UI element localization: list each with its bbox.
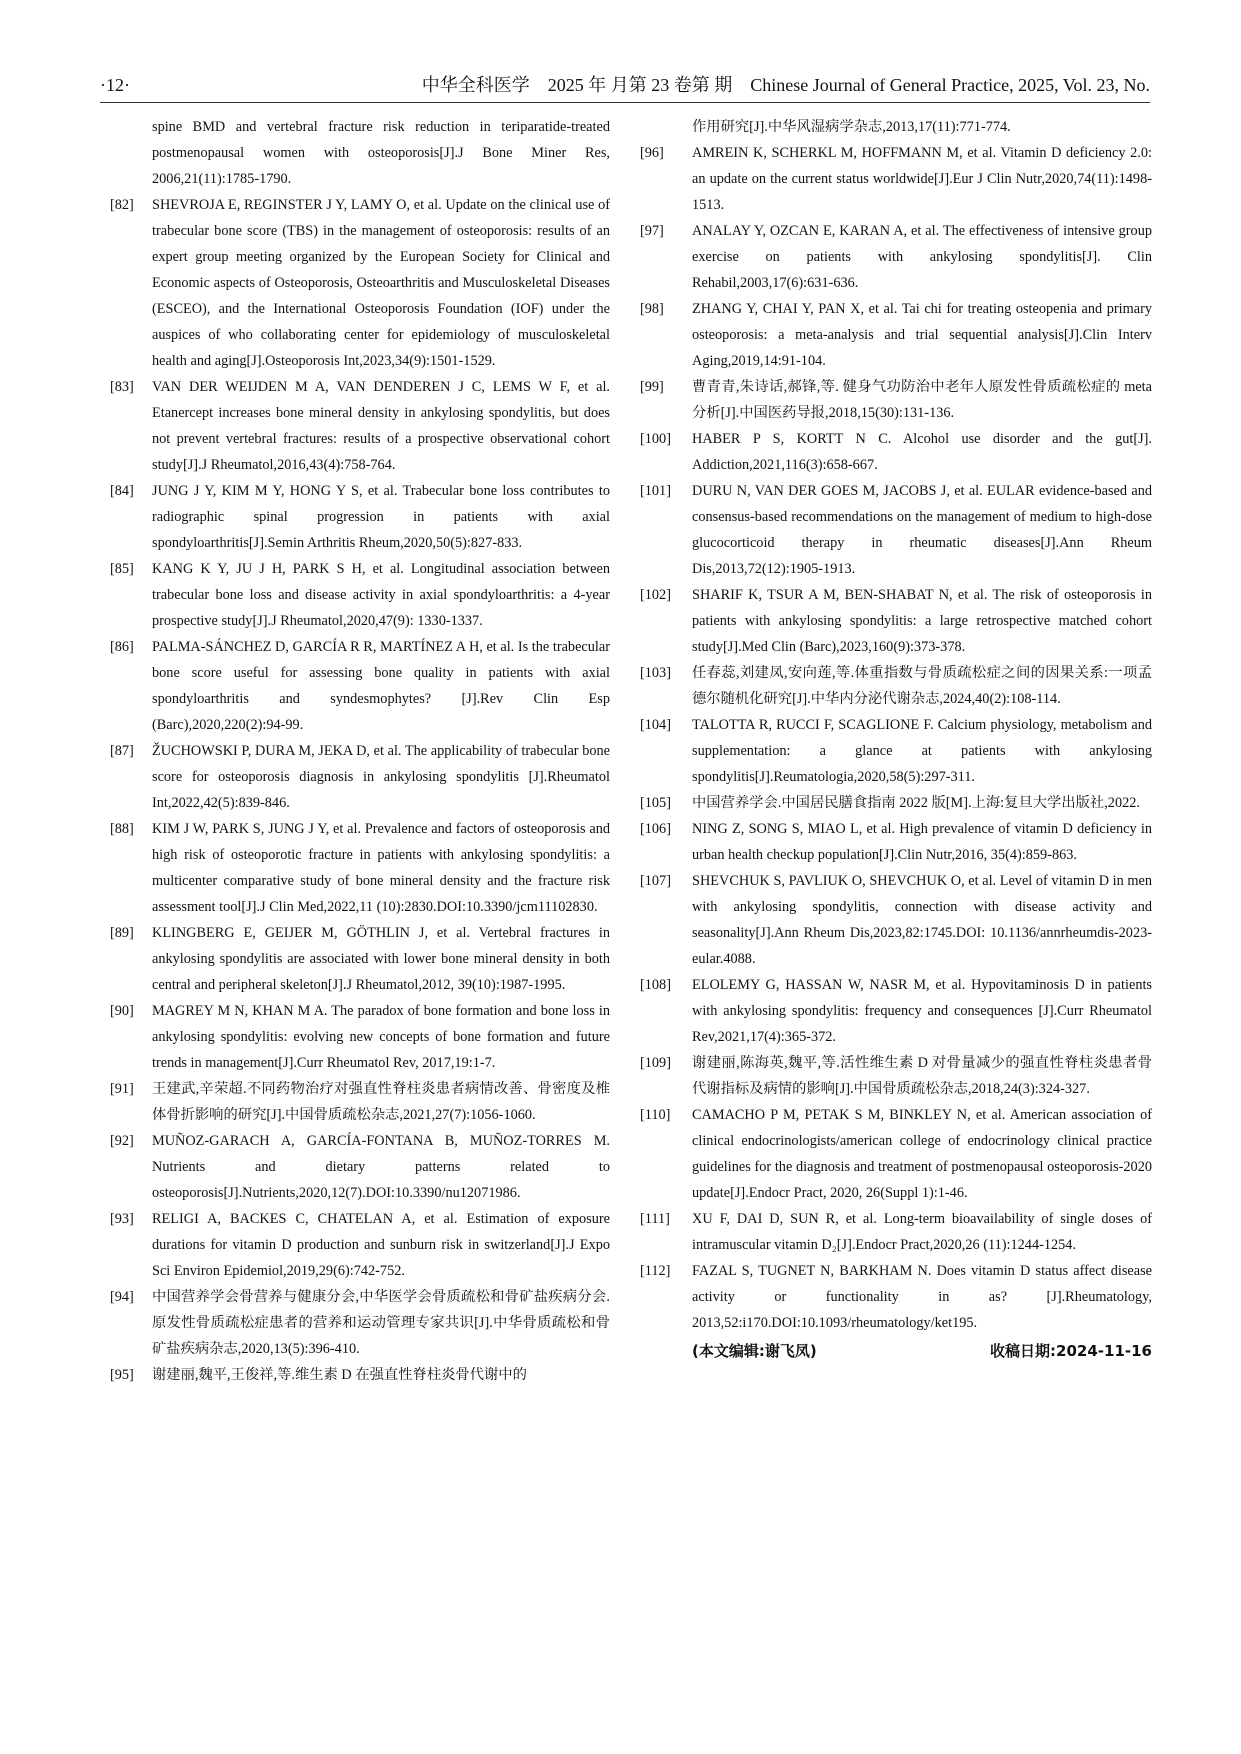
- reference-entry: [640, 868, 1152, 972]
- reference-text: 谢建丽,陈海英,魏平,等.活性维生素 D 对骨量减少的强直性脊柱炎患者骨代谢指标及病情的影响[J].中国骨质疏松杂志,2018,24(3):324-327.: [692, 1055, 1152, 1097]
- reference-number: [86]: [110, 639, 134, 655]
- reference-text: KANG K Y, JU J H, PARK S H, et al. Longitudinal association between trabecular bone loss and disease activity in axial spondyloarthritis: a 4-year prospective study[J].J Rheumatol,2020,47(9): 1330-1337.: [152, 561, 610, 629]
- reference-text: ELOLEMY G, HASSAN W, NASR M, et al. Hypovitaminosis D in patients with ankylosing spondylitis: frequency and consequences [J].Curr Rheumatol Rev,2021,17(4):365-372.: [692, 977, 1152, 1045]
- reference-text: 谢建丽,魏平,王俊祥,等.维生素 D 在强直性脊柱炎骨代谢中的: [152, 1367, 527, 1383]
- reference-entry: [110, 1076, 610, 1128]
- reference-entry: [110, 114, 610, 192]
- reference-text: 中国营养学会.中国居民膳食指南 2022 版[M].上海:复旦大学出版社,2022.: [692, 795, 1140, 811]
- reference-text: SHARIF K, TSUR A M, BEN-SHABAT N, et al. The risk of osteoporosis in patients with ankylosing spondylitis: a large retrospective matched cohort study[J].Med Clin (Barc),2023,160(9):373-378.: [692, 587, 1152, 655]
- reference-number: [92]: [110, 1133, 134, 1149]
- reference-number: [97]: [640, 223, 664, 239]
- journal-title: 中华全科医学 2025 年 月第 23 卷第 期 Chinese Journal of General Practice, 2025, Vol. 23, No.: [421, 75, 1150, 95]
- reference-entry: [640, 1258, 1152, 1336]
- reference-text: TALOTTA R, RUCCI F, SCAGLIONE F. Calcium physiology, metabolism and supplementation: a glance at patients with ankylosing spondylitis[J].Reumatologia,2020,58(5):297-311.: [692, 717, 1152, 785]
- reference-text: FAZAL S, TUGNET N, BARKHAM N. Does vitamin D status affect disease activity or functionality in as? [J].Rheumatology, 2013,52:i170.DOI:10.1093/rheumatology/ket195.: [692, 1263, 1152, 1331]
- reference-number: [87]: [110, 743, 134, 759]
- reference-text: VAN DER WEIJDEN M A, VAN DENDEREN J C, LEMS W F, et al. Etanercept increases bone mineral density in ankylosing spondylitis, but does not prevent vertebral fractures: results of a prospective observational cohort study[J].J Rheumatol,2016,43(4):758-764.: [152, 379, 610, 473]
- reference-text: ZHANG Y, CHAI Y, PAN X, et al. Tai chi for treating osteopenia and primary osteoporosis: a meta-analysis and trial sequential analysis[J].Clin Interv Aging,2019,14:91-104.: [692, 301, 1152, 369]
- reference-entry: [640, 582, 1152, 660]
- reference-entry: [110, 1206, 610, 1284]
- running-header: [100, 68, 1150, 103]
- reference-entry: [640, 816, 1152, 868]
- reference-text: ANALAY Y, OZCAN E, KARAN A, et al. The effectiveness of intensive group exercise on patients with ankylosing spondylitis[J]. Clin Rehabil,2003,17(6):631-636.: [692, 223, 1152, 291]
- reference-text: NING Z, SONG S, MIAO L, et al. High prevalence of vitamin D deficiency in urban health checkup population[J].Clin Nutr,2016, 35(4):859-863.: [692, 821, 1152, 863]
- reference-number: [109]: [640, 1055, 671, 1071]
- reference-number: [83]: [110, 379, 134, 395]
- reference-text: DURU N, VAN DER GOES M, JACOBS J, et al. EULAR evidence-based and consensus-based recommendations on the management of medium to high-dose glucocorticoid therapy in rheumatic diseases[J].Ann Rheum Dis,2013,72(12):1905-1913.: [692, 483, 1152, 577]
- reference-column-right: [640, 114, 1152, 1360]
- reference-column-left: [110, 114, 610, 1388]
- reference-number: [105]: [640, 795, 671, 811]
- reference-text: spine BMD and vertebral fracture risk reduction in teriparatide-treated postmenopausal women with osteoporosis[J].J Bone Miner Res, 2006,21(11):1785-1790.: [152, 119, 610, 187]
- reference-text: SHEVCHUK S, PAVLIUK O, SHEVCHUK O, et al. Level of vitamin D in men with ankylosing spondylitis, connection with disease activity and seasonality[J].Ann Rheum Dis,2023,82:1745.DOI: 10.1136/annrheumdis-2023-eular.4088.: [692, 873, 1152, 967]
- reference-number: [90]: [110, 1003, 134, 1019]
- reference-text: PALMA-SÁNCHEZ D, GARCÍA R R, MARTÍNEZ A H, et al. Is the trabecular bone score useful for assessing bone quality in patients with axial spondyloarthritis and syndesmophytes? [J].Rev Clin Esp (Barc),2020,220(2):94-99.: [152, 639, 610, 733]
- reference-entry: [640, 296, 1152, 374]
- reference-number: [108]: [640, 977, 671, 993]
- reference-entry: [640, 114, 1152, 140]
- reference-entry: [640, 218, 1152, 296]
- reference-entry: [110, 1284, 610, 1362]
- reference-text: AMREIN K, SCHERKL M, HOFFMANN M, et al. Vitamin D deficiency 2.0: an update on the current status worldwide[J].Eur J Clin Nutr,2020,74(11):1498-1513.: [692, 145, 1152, 213]
- reference-text: 作用研究[J].中华风湿病学杂志,2013,17(11):771-774.: [692, 119, 1011, 135]
- reference-number: [99]: [640, 379, 664, 395]
- reference-number: [91]: [110, 1081, 134, 1097]
- reference-number: [84]: [110, 483, 134, 499]
- reference-number: [96]: [640, 145, 664, 161]
- reference-entry: [640, 712, 1152, 790]
- reference-entry: [640, 660, 1152, 712]
- reference-entry: [640, 1102, 1152, 1206]
- reference-number: [88]: [110, 821, 134, 837]
- reference-text: 任春蕊,刘建凤,安向莲,等.体重指数与骨质疏松症之间的因果关系:一项孟德尔随机化研究[J].中华内分泌代谢杂志,2024,40(2):108-114.: [692, 665, 1152, 707]
- reference-entry: [110, 556, 610, 634]
- reference-entry: [110, 998, 610, 1076]
- reference-text: JUNG J Y, KIM M Y, HONG Y S, et al. Trabecular bone loss contributes to radiographic spinal progression in patients with axial spondyloarthritis[J].Semin Arthritis Rheum,2020,50(5):827-833.: [152, 483, 610, 551]
- reference-number: [85]: [110, 561, 134, 577]
- reference-entry: [110, 1128, 610, 1206]
- reference-entry: [640, 1050, 1152, 1102]
- reference-entry: [110, 738, 610, 816]
- reference-text: SHEVROJA E, REGINSTER J Y, LAMY O, et al. Update on the clinical use of trabecular bone score (TBS) in the management of osteoporosis: results of an expert group meeting organized by the European Society for Clinical and Economic aspects of Osteoporosis, Osteoarthritis and Musculoskeletal Diseases (ESCEO), and the International Osteoporosis Foundation (IOF) under the auspices of who collaborating center for epidemiology of musculoskeletal health and aging[J].Osteoporosis Int,2023,34(9):1501-1529.: [152, 197, 610, 369]
- reference-number: [107]: [640, 873, 671, 889]
- received-date: 收稿日期:2024-11-16: [990, 1342, 1152, 1360]
- reference-entry: [110, 1362, 610, 1388]
- reference-entry: [110, 478, 610, 556]
- reference-number: [82]: [110, 197, 134, 213]
- reference-number: [103]: [640, 665, 671, 681]
- reference-number: [101]: [640, 483, 671, 499]
- reference-text: 中国营养学会骨营养与健康分会,中华医学会骨质疏松和骨矿盐疾病分会.原发性骨质疏松症患者的营养和运动管理专家共识[J].中华骨质疏松和骨矿盐疾病杂志,2020,13(5):396-410.: [152, 1289, 610, 1357]
- reference-text: KIM J W, PARK S, JUNG J Y, et al. Prevalence and factors of osteoporosis and high risk of osteoporotic fracture in patients with ankylosing spondylitis: a multicenter comparative study of bone mineral density and the fracture risk assessment tool[J].J Clin Med,2022,11 (10):2830.DOI:10.3390/jcm11102830.: [152, 821, 610, 915]
- reference-entry: [110, 816, 610, 920]
- reference-entry: [110, 374, 610, 478]
- reference-number: [93]: [110, 1211, 134, 1227]
- reference-text: KLINGBERG E, GEIJER M, GÖTHLIN J, et al. Vertebral fractures in ankylosing spondylitis are associated with lower bone mineral density in both central and peripheral skeleton[J].J Rheumatol,2012, 39(10):1987-1995.: [152, 925, 610, 993]
- reference-entry: [640, 426, 1152, 478]
- reference-number: [106]: [640, 821, 671, 837]
- reference-entry: [110, 192, 610, 374]
- reference-number: [112]: [640, 1263, 671, 1279]
- reference-entry: [640, 790, 1152, 816]
- reference-number: [89]: [110, 925, 134, 941]
- reference-text: CAMACHO P M, PETAK S M, BINKLEY N, et al. American association of clinical endocrinologists/american college of endocrinology clinical practice guidelines for the diagnosis and treatment of postmenopausal osteoporosis-2020 update[J].Endocr Pract, 2020, 26(Suppl 1):1-46.: [692, 1107, 1152, 1201]
- editor-note: (本文编辑:谢飞凤): [692, 1342, 817, 1360]
- page-number: ·12·: [100, 75, 130, 95]
- reference-number: [100]: [640, 431, 671, 447]
- reference-text: ŽUCHOWSKI P, DURA M, JEKA D, et al. The applicability of trabecular bone score for osteoporosis diagnosis in ankylosing spondylitis [J].Rheumatol Int,2022,42(5):839-846.: [152, 743, 610, 811]
- reference-text: 曹青青,朱诗话,郝锋,等. 健身气功防治中老年人原发性骨质疏松症的 meta 分析[J].中国医药导报,2018,15(30):131-136.: [692, 379, 1152, 421]
- reference-number: [98]: [640, 301, 664, 317]
- reference-number: [110]: [640, 1107, 671, 1123]
- reference-number: [95]: [110, 1367, 134, 1383]
- reference-entry: [640, 1206, 1152, 1258]
- reference-text: 王建武,辛荣超.不同药物治疗对强直性脊柱炎患者病情改善、骨密度及椎体骨折影响的研究[J].中国骨质疏松杂志,2021,27(7):1056-1060.: [152, 1081, 610, 1123]
- reference-entry: [110, 634, 610, 738]
- reference-number: [104]: [640, 717, 671, 733]
- reference-entry: [110, 920, 610, 998]
- reference-number: [102]: [640, 587, 671, 603]
- reference-number: [94]: [110, 1289, 134, 1305]
- reference-entry: [640, 140, 1152, 218]
- reference-text: HABER P S, KORTT N C. Alcohol use disorder and the gut[J]. Addiction,2021,116(3):658-667.: [692, 431, 1152, 473]
- reference-entry: [640, 374, 1152, 426]
- reference-text: MAGREY M N, KHAN M A. The paradox of bone formation and bone loss in ankylosing spondylitis: evolving new concepts of bone formation and future trends in management[J].Curr Rheumatol Rev, 2017,19:1-7.: [152, 1003, 610, 1071]
- reference-text: MUÑOZ-GARACH A, GARCÍA-FONTANA B, MUÑOZ-TORRES M. Nutrients and dietary patterns related to osteoporosis[J].Nutrients,2020,12(7).DOI:10.3390/nu12071986.: [152, 1133, 610, 1201]
- reference-entry: [640, 478, 1152, 582]
- reference-text: RELIGI A, BACKES C, CHATELAN A, et al. Estimation of exposure durations for vitamin D production and sunburn risk in switzerland[J].J Expo Sci Environ Epidemiol,2019,29(6):742-752.: [152, 1211, 610, 1279]
- reference-text: XU F, DAI D, SUN R, et al. Long-term bioavailability of single doses of intramuscular vitamin D₂[J].Endocr Pract,2020,26 (11):1244-1254.: [692, 1211, 1152, 1253]
- reference-number: [111]: [640, 1211, 670, 1227]
- reference-entry: [640, 972, 1152, 1050]
